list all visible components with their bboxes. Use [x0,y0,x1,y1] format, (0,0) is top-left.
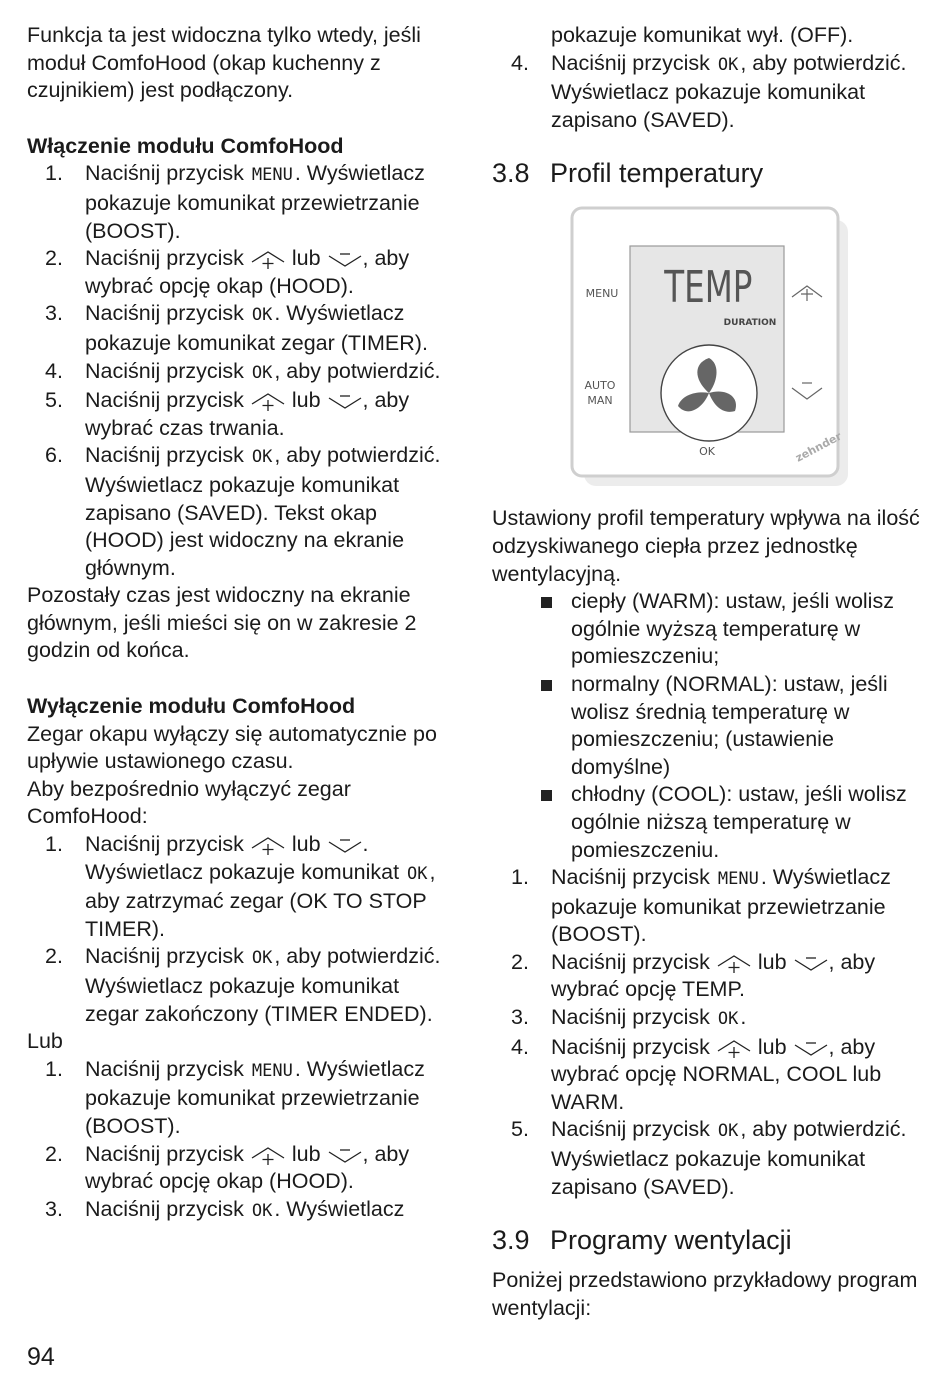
off-intro-1: Zegar okapu wyłączy się automatycznie po upływie ustawionego czasu. [27,721,437,774]
list-item: ciepły (WARM): ustaw, jeśli wolisz ogólnie wyższą temperaturę w pomieszczeniu; [492,588,932,671]
ok-key-label: OK [251,305,273,326]
list-item: 3. Naciśnij przycisk OK. Wyświetlacz [45,1196,405,1221]
continued-line: pokazuje komunikat wył. (OFF). [551,23,854,47]
list-item: 1. Naciśnij przycisk MENU. Wyświetlacz pokazuje komunikat przewietrzanie (BOOST). [511,865,891,947]
section-heading-3-8: 3.8 Profil temperatury [492,158,764,189]
list-item: normalny (NORMAL): ustaw, jeśli wolisz średnią temperaturę w pomieszczeniu; (ustawienie domyślne) [492,671,932,781]
section-heading-off: Wyłączenie modułu ComfoHood [27,694,356,719]
man-label: MAN [587,394,613,408]
page-number: 94 [27,1343,55,1371]
list-item: 2. Naciśnij przycisk lub , aby wybrać opcję okap (HOOD). [45,1141,410,1194]
ok-button-label: OK [699,445,715,459]
menu-button-label: MENU [585,287,619,301]
profile-options-list [492,588,932,864]
list-item: 2. Naciśnij przycisk lub , aby wybrać opcję okap (HOOD). [45,246,410,298]
list-item: 4. Naciśnij przycisk OK, aby potwierdzić. Wyświetlacz pokazuje komunikat zapisano (SAVED). [511,50,907,132]
list-item: 4. Naciśnij przycisk lub , aby wybrać opcję NORMAL, COOL lub WARM. [511,1034,882,1114]
down-minus-icon [327,834,363,856]
ok-key-label: OK [717,54,739,75]
off-intro-2: Aby bezpośrednio wyłączyć zegar ComfoHood: [27,776,351,829]
up-plus-icon [250,248,286,270]
menu-key-label: MENU [717,869,759,890]
list-item: 6. Naciśnij przycisk OK, aby potwierdzić. Wyświetlacz pokazuje komunikat zapisano (SAVED). Tekst okap (HOOD) jest widoczny na ekranie głównym. [45,443,441,580]
lcd-temp-text: TEMP [664,262,753,314]
on-steps-list [27,160,457,582]
profile-intro-paragraph: Ustawiony profil temperatury wpływa na ilość odzyskiwanego ciepła przez jednostkę wentylacyjną. [492,506,920,586]
left-column [27,22,457,1225]
up-plus-icon [250,1144,286,1166]
up-plus-icon [716,952,752,974]
ok-key-label: OK [251,447,273,468]
off-steps-list [27,831,457,1028]
down-minus-icon [793,1037,829,1059]
intro-paragraph: Funkcja ta jest widoczna tylko wtedy, jeśli moduł ComfoHood (okap kuchenny z czujnikiem) jest podłączony. [27,23,421,103]
ok-key-label: OK [717,1009,739,1030]
list-item: 4. Naciśnij przycisk OK, aby potwierdzić. [45,358,441,383]
up-plus-icon [250,390,286,412]
ok-key-label: OK [251,948,273,969]
ok-key-label: OK [251,1200,273,1221]
list-item: 1. Naciśnij przycisk lub . Wyświetlacz pokazuje komunikat OK, aby zatrzymać zegar (OK TO STOP TIMER). [45,832,436,941]
profile-steps-list [492,864,932,1201]
menu-key-label: MENU [251,1060,293,1081]
auto-label: AUTO [584,379,616,393]
list-item: chłodny (COOL): ustaw, jeśli wolisz ogólnie niższą temperaturę w pomieszczeniu. [492,781,932,864]
list-item: 2. Naciśnij przycisk lub , aby wybrać opcję TEMP. [511,949,876,1002]
ok-key-label: OK [251,362,273,383]
down-minus-icon [327,248,363,270]
ok-key-label: OK [717,1121,739,1142]
list-item: 2. Naciśnij przycisk OK, aby potwierdzić. Wyświetlacz pokazuje komunikat zegar zakończony (TIMER ENDED). [45,944,441,1026]
remaining-time-paragraph: Pozostały czas jest widoczny na ekranie głównym, jeśli mieści się on w zakresie 2 godzin od końca. [27,583,417,663]
right-column [492,22,932,1322]
or-label: Lub [27,1029,63,1054]
list-item: 1. Naciśnij przycisk MENU. Wyświetlacz pokazuje komunikat przewietrzanie (BOOST). [45,161,425,243]
lcd-duration-text: DURATION [723,318,777,329]
section-heading-on: Włączenie modułu ComfoHood [27,133,344,158]
thermostat-illustration [570,206,852,491]
up-plus-icon [716,1037,752,1059]
programs-intro-paragraph: Poniżej przedstawiono przykładowy program wentylacji: [492,1268,918,1320]
list-item: 3. Naciśnij przycisk OK. [511,1005,747,1030]
list-item: 5. Naciśnij przycisk OK, aby potwierdzić. Wyświetlacz pokazuje komunikat zapisano (SAVED). [511,1117,907,1199]
or-steps-list [27,1056,457,1226]
list-item: 1. Naciśnij przycisk MENU. Wyświetlacz pokazuje komunikat przewietrzanie (BOOST). [45,1056,425,1138]
up-plus-icon [250,834,286,856]
menu-key-label: MENU [251,165,293,186]
down-minus-icon [327,390,363,412]
brand-logo: zehnder [793,429,844,466]
list-item: 5. Naciśnij przycisk lub , aby wybrać czas trwania. [45,388,410,440]
down-minus-icon [793,952,829,974]
continued-steps-list [492,50,932,135]
section-heading-3-9: 3.9 Programy wentylacji [492,1225,792,1256]
list-item: 3. Naciśnij przycisk OK. Wyświetlacz pokazuje komunikat zegar (TIMER). [45,301,428,355]
ok-key-label: OK [407,863,428,884]
down-minus-icon [327,1144,363,1166]
